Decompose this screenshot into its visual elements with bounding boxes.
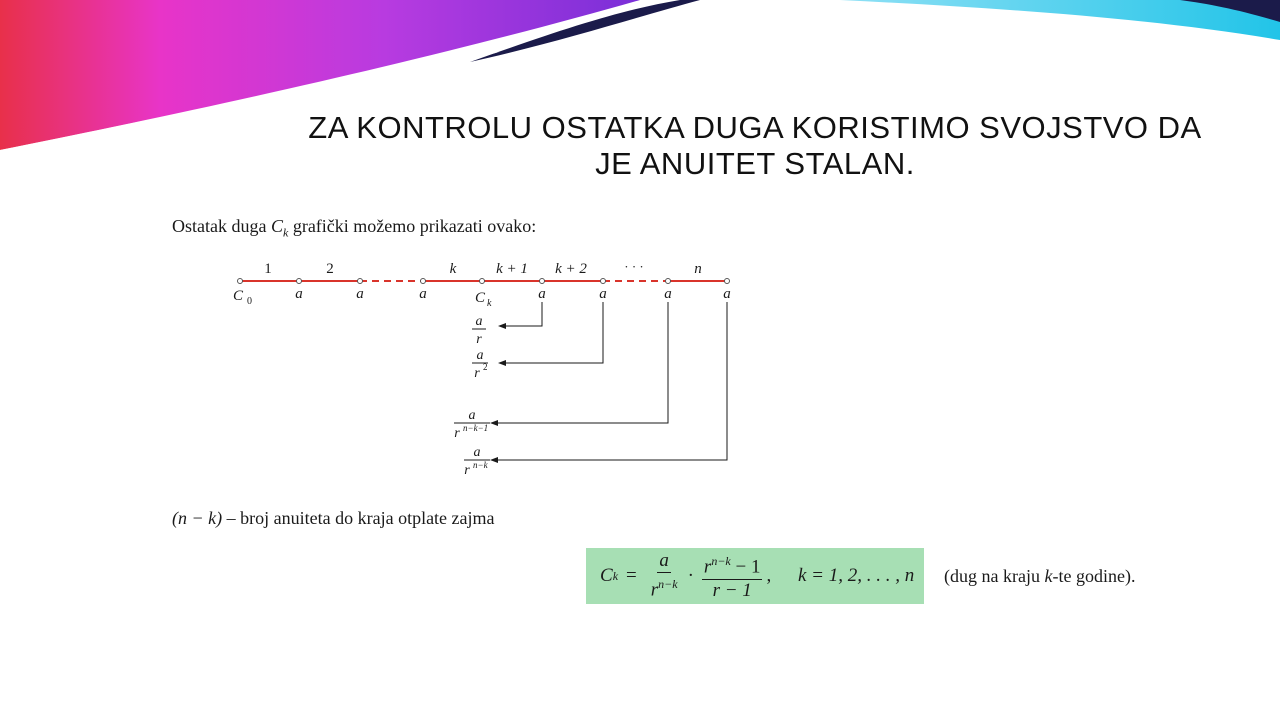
fraction-a-over-r2 (472, 348, 488, 381)
period-label: k (449, 261, 457, 277)
timeline-point (601, 279, 606, 284)
fraction-num: a (475, 314, 483, 329)
period-label: n (694, 261, 702, 277)
fraction-exp: 2 (483, 362, 488, 372)
discount-arrows (496, 302, 727, 460)
arrow-heads (490, 323, 506, 463)
point-label: a (599, 286, 607, 302)
point-label: a (356, 286, 364, 302)
note-text: – broj anuiteta do kraja otplate zajma (226, 508, 495, 528)
fraction-exp: n−k (473, 460, 488, 470)
timeline-point (297, 279, 302, 284)
fraction-den: r (474, 366, 480, 381)
intro-symbol-sub: k (283, 225, 289, 240)
timeline-diagram (220, 250, 760, 490)
fraction-exp: n−k−1 (463, 423, 489, 433)
fraction-den: r (476, 332, 482, 347)
intro-text (172, 216, 536, 241)
ribbon-cyan-shape (840, 0, 1280, 40)
point-label: a (664, 286, 672, 302)
fraction-den: r (454, 426, 460, 441)
point-label: C (474, 290, 486, 306)
timeline-point (421, 279, 426, 284)
formula-range: k = 1, 2, . . . , n (798, 565, 915, 586)
arrow-head (490, 457, 498, 463)
timeline-point (540, 279, 545, 284)
intro-symbol: C (270, 216, 283, 236)
point-label: a (723, 286, 731, 302)
point-label: C (232, 288, 244, 304)
point-label: a (295, 286, 303, 302)
formula-frac2-num: $r^{n-k} - 1$ (702, 550, 763, 579)
formula-fraction-2 (702, 550, 763, 601)
annuity-count-note (172, 508, 495, 529)
period-label: k + 2 (555, 261, 587, 277)
point-label-sub: k (487, 298, 492, 309)
fraction-a-over-r-nk (464, 445, 490, 478)
formula-dot: · (687, 565, 694, 586)
formula-lhs: C k = $\frac{a}{r^{n-k}}$ · $\frac{r^{n-k} - 1}{r - 1}$ , (600, 550, 772, 601)
slide-title: ZA KONTROLU OSTATKA DUGA KORISTIMO SVOJSTVO DA JE ANUITET STALAN. (308, 110, 1202, 181)
timeline-point (725, 279, 730, 284)
timeline-point (238, 279, 243, 284)
formula-frac1-den: $r^{n-k}$ (650, 577, 678, 601)
point-label: a (538, 286, 546, 302)
period-label: 2 (326, 261, 334, 277)
note-expr: (n − k) (172, 508, 223, 528)
fraction-num: a (468, 408, 476, 423)
point-label: a (419, 286, 427, 302)
arrow-head (490, 420, 498, 426)
fraction-num: a (476, 348, 484, 363)
arrow-head (498, 360, 506, 366)
timeline-point (666, 279, 671, 284)
arrow-head (498, 323, 506, 329)
formula-eq: = (626, 565, 637, 586)
formula-comma: , (766, 565, 772, 586)
intro-after: grafički možemo prikazati ovako: (292, 216, 537, 236)
formula-fraction-1 (649, 550, 680, 601)
fraction-den: r (464, 463, 470, 478)
formula-frac1-num: a (659, 550, 669, 572)
formula-frac2-den: r − 1 (712, 579, 752, 601)
fraction-a-over-r-nk1 (454, 408, 490, 441)
period-label: 1 (264, 261, 272, 277)
period-label: · · · (624, 259, 644, 274)
timeline-point (358, 279, 363, 284)
formula-box (586, 548, 924, 604)
period-label: k + 1 (496, 261, 528, 277)
arrow-line (504, 302, 603, 363)
fraction-num: a (473, 445, 481, 460)
formula-note: (dug na kraju k-te godine). (944, 566, 1136, 586)
timeline-point (480, 279, 485, 284)
intro-before: Ostatak duga (172, 216, 267, 236)
fraction-a-over-r (472, 314, 486, 347)
point-label-sub: 0 (247, 296, 252, 307)
arrow-line (504, 302, 542, 326)
